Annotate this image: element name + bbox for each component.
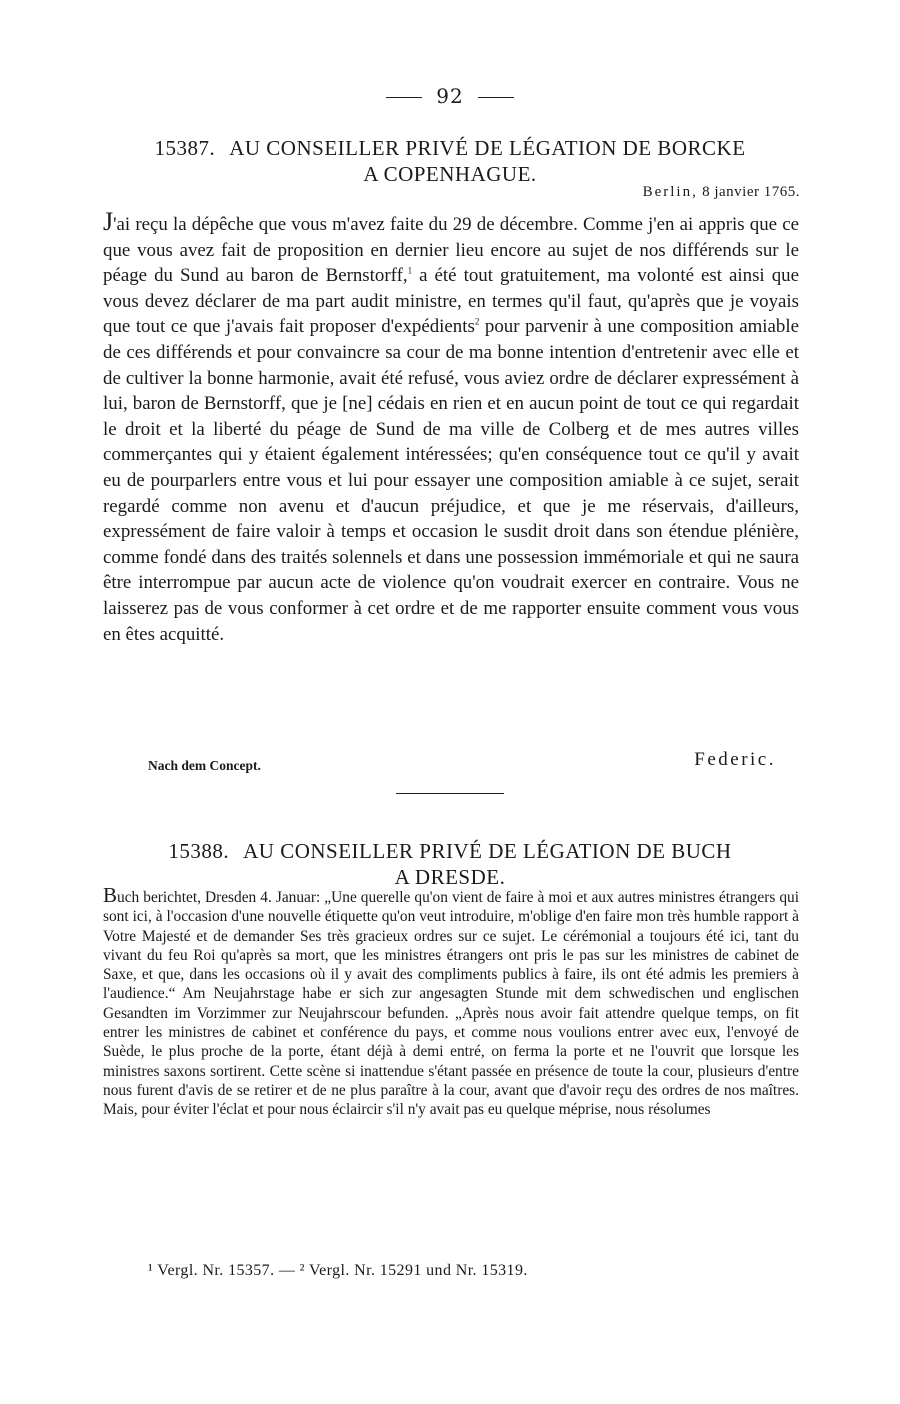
section-divider: [396, 793, 504, 794]
letter-1-heading-line-1: [100, 135, 800, 161]
letter-1-number: 15387.: [154, 136, 216, 160]
letter-1-dateline: [643, 184, 800, 201]
letter-1-body: [103, 209, 799, 647]
page-number-dash-left: [386, 97, 422, 98]
letter-1-title-line-2: A COPENHAGUE.: [363, 162, 537, 186]
letter-1-date: 8 janvier 1765.: [697, 184, 800, 200]
footnote-mark-1: 1: [407, 265, 413, 276]
letter-1-title-line-1: AU CONSEILLER PRIVÉ DE LÉGATION DE BORCKE: [229, 136, 746, 160]
letter-1-heading: [100, 135, 800, 187]
letter-1-body-part-2: a été tout gratuitement, ma volonté est ainsi que vous devez déclarer de ma part audit ministre, en termes qu'il faut, qu'après que je voyais que tout ce que j'avais fait proposer d'expédients: [103, 265, 799, 338]
page-number-dash-right: [478, 97, 514, 98]
letter-1-body-part-1: 'ai reçu la dépêche que vous m'avez faite du 29 de décembre. Comme j'en ai appris que ce que vous avez fait de proposition en dernier lieu encore au sujet de nos différends sur le péage du Sund au baron de Bernstorff,: [103, 214, 799, 287]
letter-2-body: uch berichtet, Dresden 4. Januar: „Une querelle qu'on vient de faire à moi et aux autres ministres étrangers qui sont ici, à l'occasion d'une nouvelle étiquette qu'on veut introduire, m'oblige d'en faire mon très humble rapport à Votre Majesté et de demander Ses très gracieux ordres sur ce sujet. Le cérémonial a toujours été ici, tant du vivant du feu Roi qu'après sa mort, que les ministres étrangers ont pris le pas sur les ministres de cabinet de Saxe, et que, dans les occasions où il y avait des compliments publics à faire, ils ont été admis les premiers à l'audience.“ Am Neujahrstage habe er sich zur angesagten Stunde mit dem schwedischen und englischen Gesandten im Vorzimmer zur Neujahrscour befunden. „Après nous avoir fait attendre quelque temps, on fit entrer les ministres de cabinet et conférence du pays, et comme nous voulions entrer avec eux, l'envoyé de Suède, le plus proche de la porte, étant déjà à demi entré, on ferma la porte et ne l'ouvrit que lorsque les ministres saxons sortirent. Cette scène si inattendue s'étant passée en présence de toute la cour, plusieurs d'entre nous furent d'avis de se retirer et de ne plus paraître à la cour, avant que d'avoir reçu des ordres de nos maîtres. Mais, pour éviter l'éclat et pour nous éclaircir s'il n'y avait pas eu quelque méprise, nous résolumes: [103, 889, 799, 1119]
letter-1-body-part-3: pour parvenir à une composition amiable de ces différends et pour convaincre sa cour de ma bonne intention d'entretenir avec elle et de cultiver la bonne harmonie, avait été refusé, vous aviez ordre de déclarer expressément à lui, baron de Bernstorff, que je [ne] cédais en rien et en aucun point de tout ce qui regardait le droit et la liberté du péage de Sund de ma ville de Colberg et de mes autres villes commerçantes qui y étaient également intéressées; qu'en conséquence tout ce qu'il y avait eu de pourparlers entre vous et lui pour essayer une composition amiable à ce sujet, serait regardé comme non avenu et d'aucun préjudice, et que je me réservais, d'ailleurs, expressément de faire valoir à temps et occasion le susdit droit dans son étendue plénière, comme fondé dans des traités solennels et dans une possession immémoriale et qui ne saura être interrompue par aucun acte de violence qu'on voudrait exercer en contraire. Vous ne laisserez pas de vous conformer à cet ordre et de me rapporter ensuite comment vous vous en êtes acquitté.: [103, 316, 800, 645]
letter-2-excerpt: [103, 883, 799, 1120]
letter-2-title-line-2: A DRESDE.: [394, 865, 506, 889]
letter-2-dropcap: B: [103, 883, 118, 907]
letter-2-title-line-1: AU CONSEILLER PRIVÉ DE LÉGATION DE BUCH: [243, 839, 732, 863]
letter-2-heading-line-1: [100, 838, 800, 864]
footnotes: ¹ Vergl. Nr. 15357. — ² Vergl. Nr. 15291 und Nr. 15319.: [148, 1262, 528, 1279]
letter-1-source: Nach dem Concept.: [148, 758, 261, 773]
page-number-text: 92: [436, 84, 464, 108]
letter-2-heading: [100, 838, 800, 890]
page-number: [0, 84, 900, 108]
letter-1-signature: Federic.: [694, 749, 776, 770]
letter-1-place: Berlin,: [642, 184, 698, 200]
footnote-mark-2: 2: [474, 317, 480, 328]
letter-2-number: 15388.: [168, 839, 230, 863]
letter-1-dropcap: J: [103, 207, 114, 236]
